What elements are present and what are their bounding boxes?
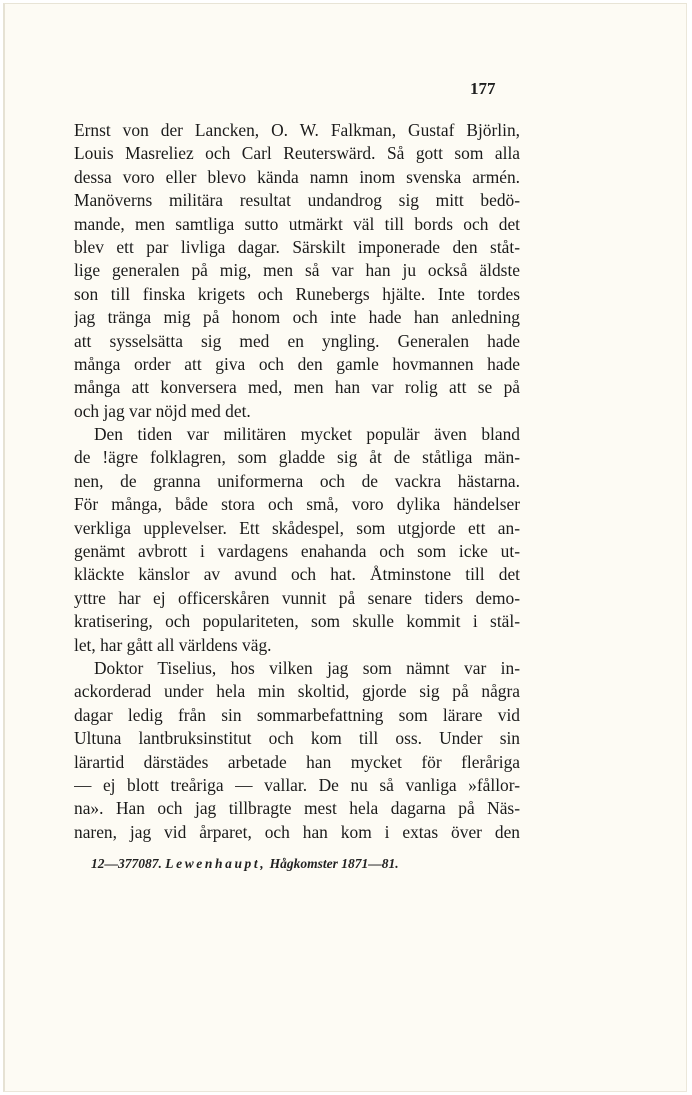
text-line: Doktor Tiselius, hos vilken jag som nämnt var in- [94, 657, 520, 678]
text-line: de !ägre folklagren, som gladde sig åt de ståtliga män- [74, 447, 520, 468]
text-line: let, har gått all världens väg. [74, 634, 272, 655]
signature-footer [91, 856, 511, 872]
footer-author: Lewenhaupt, [165, 856, 267, 871]
text-line: son till finska krigets och Runebergs hjälte. Inte tordes [74, 283, 520, 304]
footer-code: 12—377087. [91, 856, 162, 871]
text-line: Louis Masreliez och Carl Reuterswärd. Så gott som alla [74, 143, 520, 164]
text-line: och jag var nöjd med det. [74, 400, 251, 421]
text-line: ackorderad under hela min skoltid, gjorde sig på några [74, 681, 520, 702]
text-line: nen, de granna uniformerna och de vackra hästarna. [74, 470, 520, 491]
text-line: na». Han och jag tillbragte mest hela dagarna på Näs- [74, 798, 520, 819]
text-line: Den tiden var militären mycket populär även bland [94, 424, 520, 445]
text-line: Ernst von der Lancken, O. W. Falkman, Gustaf Björlin, [74, 120, 520, 140]
footer-title: Hågkomster 1871—81. [269, 856, 399, 871]
text-line: Manöverns militära resultat undandrog sig mitt bedö- [74, 190, 520, 211]
text-line: jag tränga mig på honom och inte hade han anledning [74, 307, 520, 328]
text-line: Ultuna lantbruksinstitut och kom till oss. Under sin [74, 728, 520, 749]
text-line: många order att giva och den gamle hovmannen hade [74, 353, 520, 374]
text-line: För många, både stora och små, voro dylika händelser [74, 494, 520, 515]
text-line: lärartid därstädes arbetade han mycket för fleråriga [74, 751, 520, 772]
book-page [3, 3, 687, 1092]
text-line: yttre har ej officerskåren vunnit på senare tiders demo- [74, 587, 520, 608]
page-number: 177 [470, 79, 496, 98]
text-line: att sysselsätta sig med en yngling. Generalen hade [74, 330, 520, 351]
text-line: lige generalen på mig, men så var han ju också äldste [74, 260, 520, 281]
text-line: — ej blott treåriga — vallar. De nu så vanliga »fållor- [74, 774, 520, 795]
text-line: många att konversera med, men han var rolig att se på [74, 377, 520, 398]
text-line: kratisering, och populariteten, som skulle kommit i stäl- [74, 611, 520, 632]
text-line: blev ett par livliga dagar. Särskilt imponerade den ståt- [74, 236, 520, 257]
text-line: dagar ledig från sin sommarbefattning som lärare vid [74, 704, 520, 725]
text-line: genämt avbrott i vardagens enahanda och som icke ut- [74, 541, 520, 562]
text-line: mande, men samtliga sutto utmärkt väl till bords och det [74, 213, 520, 234]
text-line: naren, jag vid årparet, och han kom i extas över den [74, 821, 520, 842]
body-text [74, 119, 520, 844]
text-line: verkliga upplevelser. Ett skådespel, som utgjorde ett an- [74, 517, 520, 538]
text-line: kläckte känslor av avund och hat. Åtminstone till det [74, 564, 520, 585]
text-line: dessa voro eller blevo kända namn inom svenska armén. [74, 166, 520, 187]
